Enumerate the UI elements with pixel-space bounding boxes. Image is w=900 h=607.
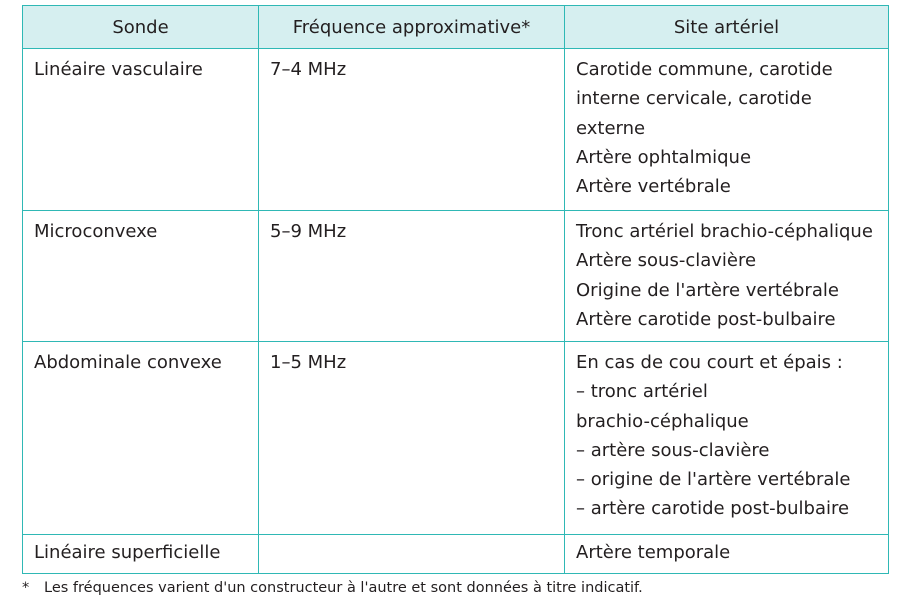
cell-sites: [565, 342, 889, 535]
cell-probe: Linéaire vasculaire: [23, 49, 259, 211]
site-line: Artère vertébrale: [576, 176, 731, 198]
site-line: – artère sous-clavière: [576, 439, 770, 461]
probe-table-container: [22, 5, 888, 574]
cell-probe: Linéaire superficielle: [23, 535, 259, 574]
site-line: brachio-céphalique: [576, 410, 749, 432]
footnote-marker: *: [22, 580, 30, 596]
table-row: [23, 342, 889, 535]
cell-probe: Abdominale convexe: [23, 342, 259, 535]
cell-sites: [565, 211, 889, 342]
site-line: – origine de l'artère vertébrale: [576, 469, 851, 491]
footnote: [22, 580, 643, 596]
cell-sites: [565, 49, 889, 211]
table-row: [23, 49, 889, 211]
cell-probe: Microconvexe: [23, 211, 259, 342]
site-line: Artère ophtalmique: [576, 146, 752, 168]
table-body: [23, 49, 889, 574]
site-line: externe: [576, 117, 646, 139]
cell-frequency: 1–5 MHz: [259, 342, 565, 535]
table-header: [23, 6, 889, 49]
probe-table: [22, 5, 889, 574]
site-line: Carotide commune, carotide: [576, 59, 833, 80]
cell-frequency: 7–4 MHz: [259, 49, 565, 211]
site-line: – artère carotide post-bulbaire: [576, 498, 850, 520]
header-frequence: Fréquence approximative*: [259, 6, 565, 49]
header-row: [23, 6, 889, 49]
site-line: Artère sous-clavière: [576, 250, 757, 272]
table-row: [23, 211, 889, 342]
site-line: Tronc artériel brachio-céphalique: [576, 221, 873, 242]
cell-frequency: [259, 535, 565, 574]
header-sonde: Sonde: [23, 6, 259, 49]
site-line: Artère carotide post-bulbaire: [576, 308, 836, 330]
footnote-text: Les fréquences varient d'un constructeur à l'autre et sont données à titre indicatif.: [44, 580, 643, 596]
cell-frequency: 5–9 MHz: [259, 211, 565, 342]
site-line: interne cervicale, carotide: [576, 88, 812, 110]
header-site: Site artériel: [565, 6, 889, 49]
table-row: [23, 535, 889, 574]
site-line: Artère temporale: [576, 542, 731, 563]
site-line: En cas de cou court et épais :: [576, 352, 843, 373]
site-line: Origine de l'artère vertébrale: [576, 279, 839, 301]
site-line: – tronc artériel: [576, 381, 708, 403]
cell-sites: [565, 535, 889, 574]
